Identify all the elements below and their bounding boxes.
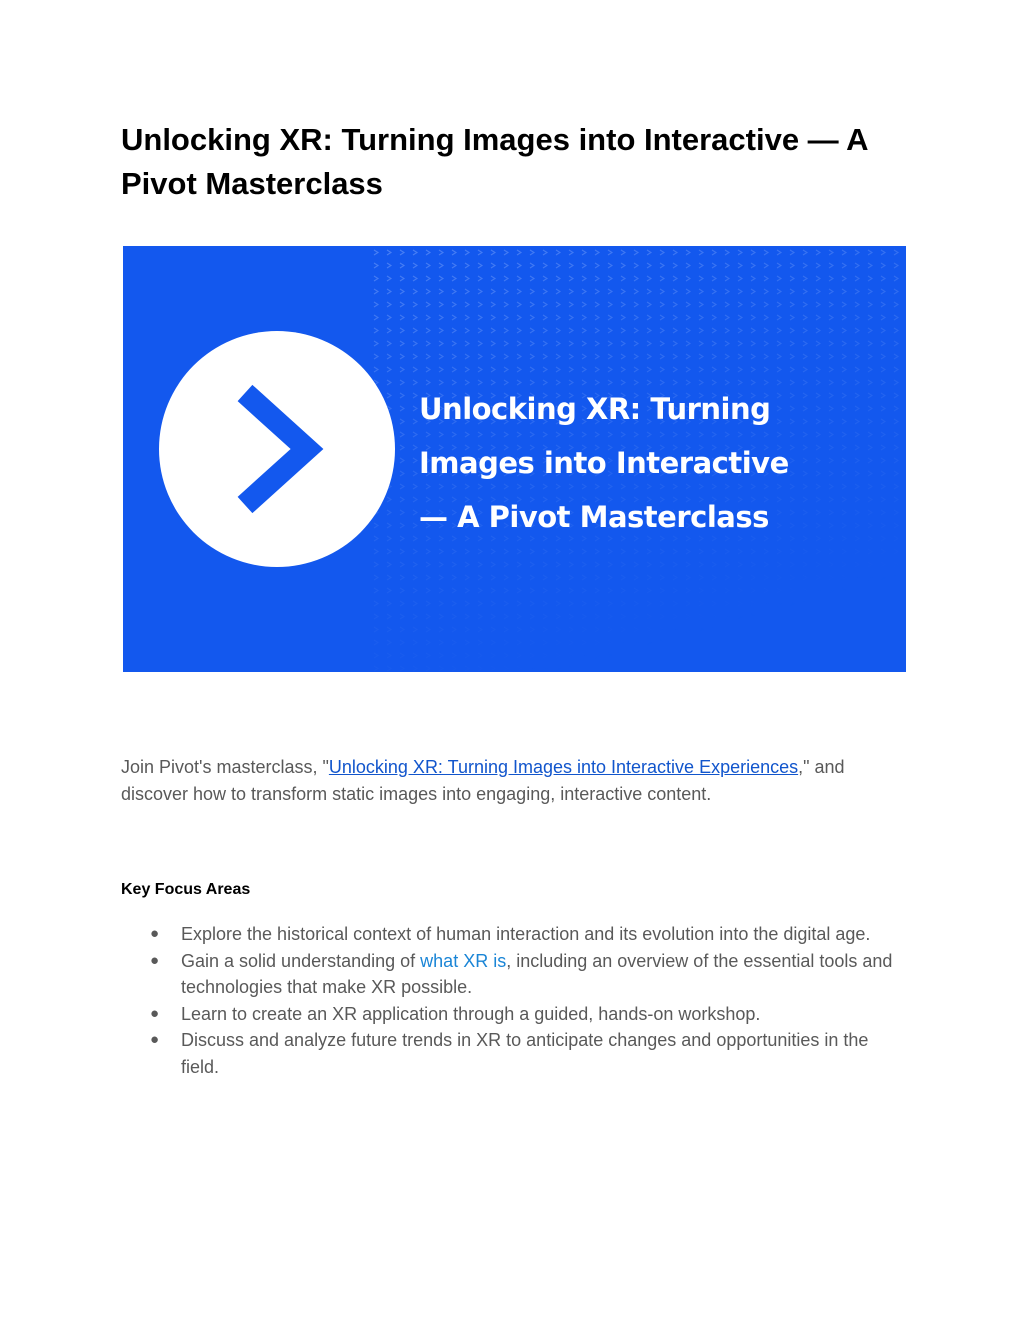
intro-paragraph: [121, 754, 911, 808]
list-item: [150, 921, 910, 948]
key-focus-list: [150, 921, 910, 1080]
banner-title-line: Unlocking XR: Turning: [419, 392, 771, 426]
key-focus-heading: Key Focus Areas: [121, 881, 251, 898]
list-item: [150, 948, 910, 1001]
banner-logo-circle: [159, 331, 395, 567]
list-item-text: , including an overview of the essential tools and technologies that make XR possible.: [181, 950, 893, 997]
masterclass-link[interactable]: Unlocking XR: Turning Images into Interactive Experiences: [328, 757, 799, 777]
list-item-text: Explore the historical context of human interaction and its evolution into the digital age.: [181, 924, 871, 944]
banner-title-line: — A Pivot Masterclass: [419, 500, 769, 534]
list-item-text: Discuss and analyze future trends in XR to anticipate changes and opportunities in the field.: [181, 1030, 869, 1077]
what-xr-is-link[interactable]: what XR is: [420, 950, 507, 971]
banner-image: [123, 246, 906, 672]
bullet-icon: ●: [150, 925, 160, 942]
bullet-icon: ●: [150, 1031, 160, 1048]
list-item-text: Learn to create an XR application through a guided, hands-on workshop.: [181, 1003, 761, 1024]
chevron-right-icon: [159, 331, 395, 567]
bullet-icon: ●: [150, 951, 160, 969]
banner-title-line: Images into Interactive: [419, 446, 789, 480]
banner-title: [419, 382, 889, 544]
list-item: [150, 1027, 910, 1080]
intro-text-before: Join Pivot's masterclass, ": [121, 757, 329, 777]
intro-text-after: ," and discover how to transform static images into engaging, interactive content.: [121, 757, 845, 804]
document-title: Unlocking XR: Turning Images into Interactive — A Pivot Masterclass: [121, 122, 868, 201]
list-item-text: Gain a solid understanding of: [181, 950, 421, 971]
bullet-icon: ●: [150, 1004, 160, 1022]
list-item: [150, 1001, 910, 1028]
